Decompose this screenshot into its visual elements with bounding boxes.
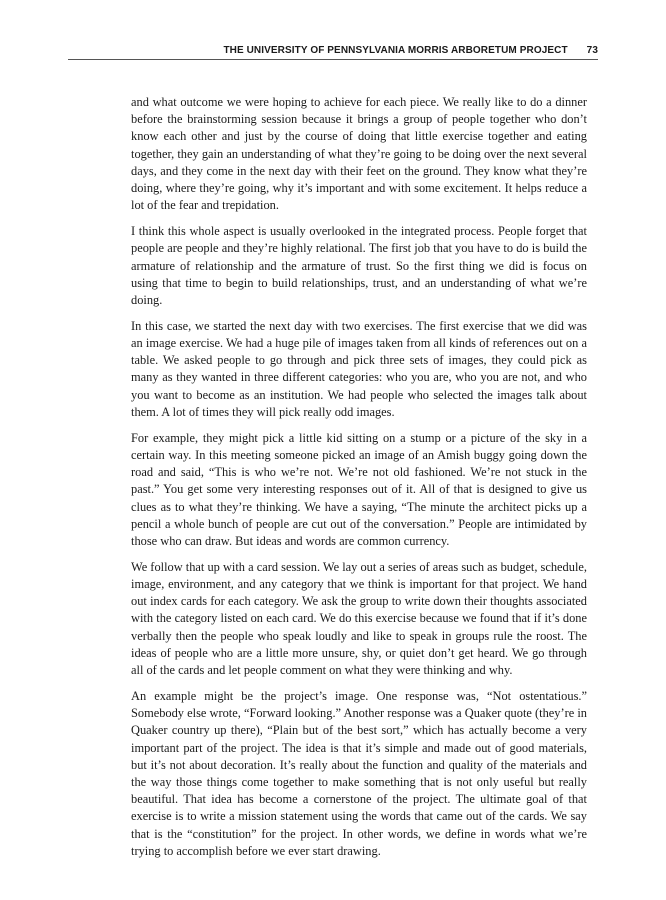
paragraph: and what outcome we were hoping to achieve for each piece. We really like to do a dinner before the brainstorming session because it brings a group of people together who don’t know each other and just by the course of doing that little exercise together and eating together, they gain an understanding of what they’re going to be doing over the next several days, and they come in the next day with their feet on the ground. They know what they’re doing, where they’re going, why it’s important and with some excitement. It helps reduce a lot of the fear and trepidation. xyxy=(131,95,587,213)
running-head-title: THE UNIVERSITY OF PENNSYLVANIA MORRIS ARBORETUM PROJECT xyxy=(223,45,568,56)
paragraph: An example might be the project’s image. One response was, “Not ostentatious.” Somebody else wrote, “Forward looking.” Another response was a Quaker quote (they’re in Quaker country up there), “Plain but of the best sort,” which has actually become a very important part of the project. The idea is that it’s simple and made out of good materials, but it’s not about decoration. It’s really about the function and quality of the materials and the way those things come together to make something that is not only useful but really beautiful. That idea has become a cornerstone of the project. The ultimate goal of that exercise is to write a mission statement using the words that came out of the cards. We say that is the “constitution” for the project. In other words, we define in words what we’re trying to accomplish before we ever start drawing. xyxy=(131,688,587,858)
paragraph: For example, they might pick a little kid sitting on a stump or a picture of the sky in a certain way. In this meeting someone picked an image of an Amish buggy going down the road and said, “This is who we’re not. We’re not old fashioned. We’re not stuck in the past.” You get some very interesting responses out of it. All of that is designed to give us clues as to what they’re thinking. We have a saying, “The minute the architect picks up a pencil a whole bunch of people are cut out of the conversation.” People are intimidated by those who can draw. But ideas and words are common currency. xyxy=(131,430,587,548)
running-head xyxy=(68,44,598,60)
paragraph: We follow that up with a card session. We lay out a series of areas such as budget, schedule, image, environment, and any category that we think is important for that project. We hand out index cards for each category. We ask the group to write down their thoughts associated with the category listed on each card. We do this exercise because we found that if it’s done verbally then the people who speak loudly and like to speak in groups rule the roost. The ideas of people who are a little more unsure, shy, or quiet don’t get heard. We go through all of the cards and let people comment on what they were thinking and why. xyxy=(131,559,587,678)
paragraph: I think this whole aspect is usually overlooked in the integrated process. People forget that people are people and they’re highly relational. The first job that you have to do is build the armature of relationship and the armature of trust. So the first thing we did is focus on using that time to begin to build relationships, trust, and an understanding of what we’re doing. xyxy=(131,224,587,307)
body-text xyxy=(131,94,587,869)
paragraph: In this case, we started the next day with two exercises. The first exercise that we did was an image exercise. We had a huge pile of images taken from all kinds of references out on a table. We asked people to go through and pick three sets of images, they could pick as many as they wanted in three different categories: who you are, who you are not, and who you want to become as an institution. We had people who selected the images talk about them. A lot of times they will pick really odd images. xyxy=(131,318,587,419)
page-number: 73 xyxy=(586,45,598,56)
